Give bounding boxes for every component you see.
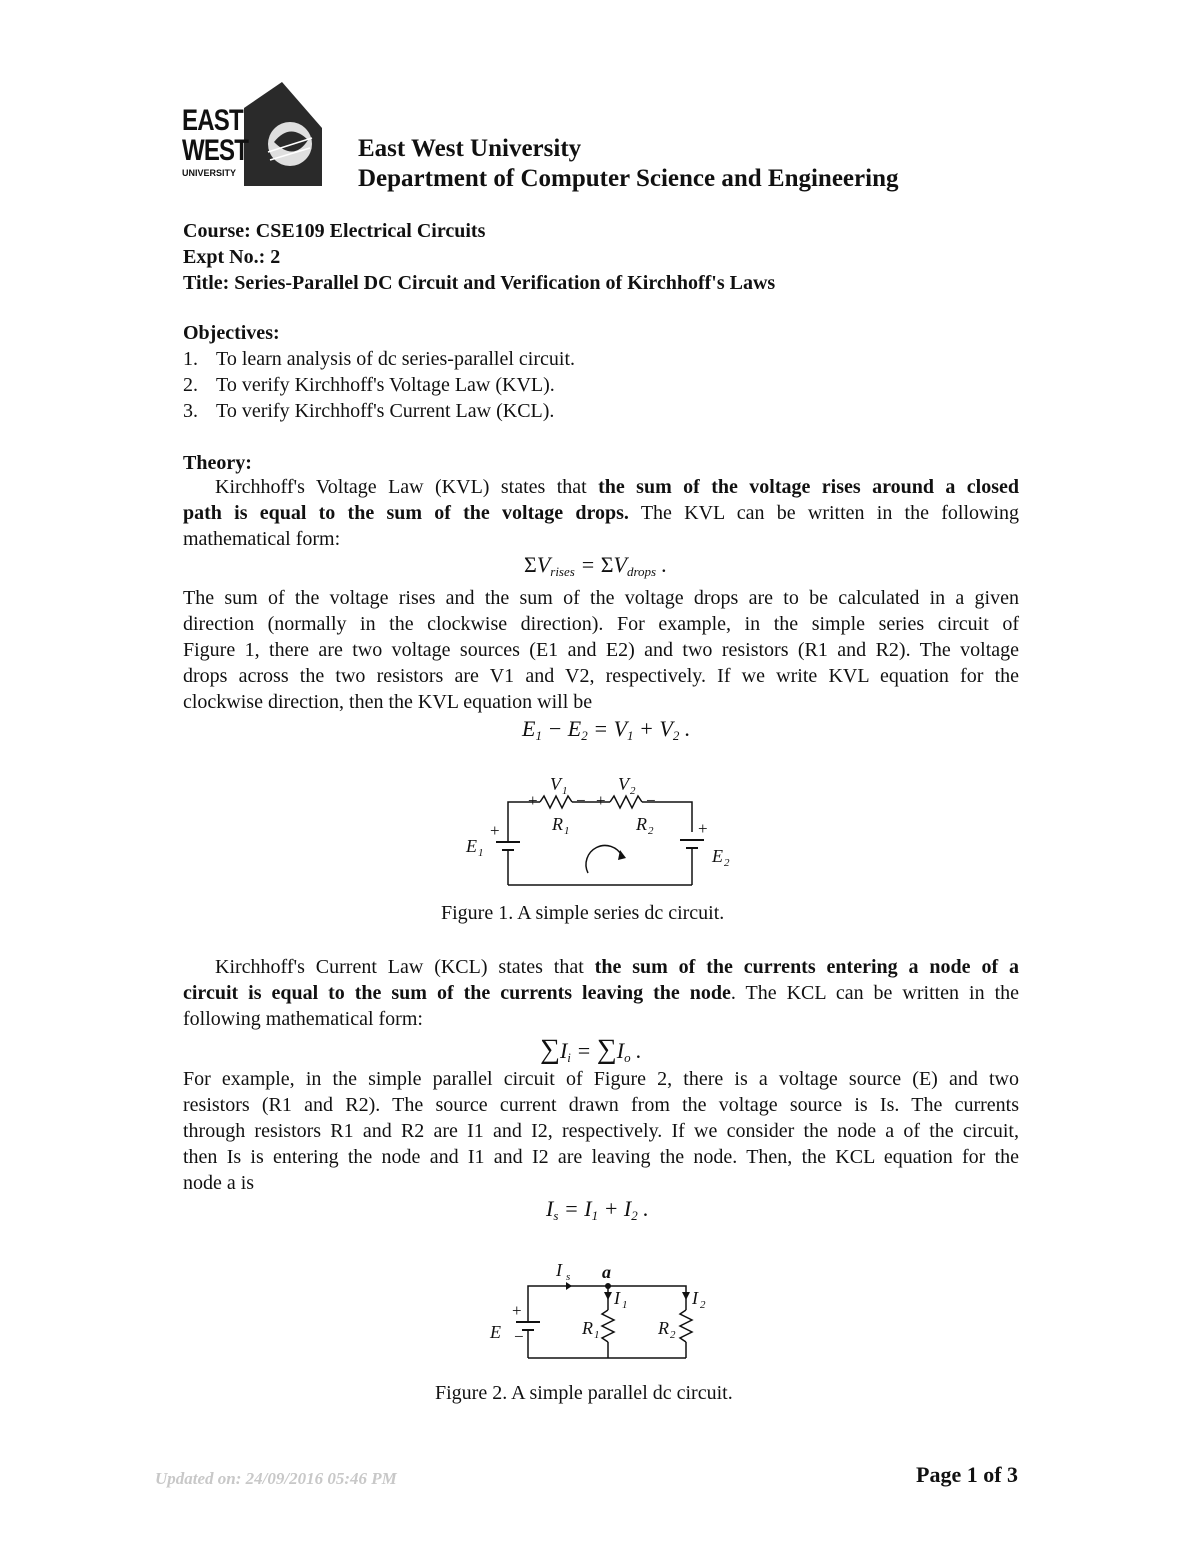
kcl-text: following mathematical form: <box>183 1008 423 1030</box>
kcl-bold-text: circuit is equal to the sum of the currents leaving the node <box>183 982 731 1004</box>
kvl-line: direction (normally in the clockwise direction). For example, in the simple series circuit of <box>183 613 1019 635</box>
kcl-paragraph-2 <box>183 1066 1019 1196</box>
parallel-circuit-diagram <box>486 1258 716 1376</box>
figure-2-caption: Figure 2. A simple parallel dc circuit. <box>435 1382 733 1404</box>
kcl-line: through resistors R1 and R2 are I1 and I2, respectively. If we consider the node a of the circuit, <box>183 1120 1019 1142</box>
e2-label: E <box>712 846 723 866</box>
svg-text:1: 1 <box>564 825 570 837</box>
r1-label: R <box>552 814 563 834</box>
kvl-line: The sum of the voltage rises and the sum of the voltage drops are to be calculated in a given <box>183 587 1019 609</box>
objective-item <box>183 346 576 372</box>
kvl-line: clockwise direction, then the KVL equation will be <box>183 691 593 713</box>
kcl-text: Kirchhoff's Current Law (KCL) states that <box>215 956 584 978</box>
updated-timestamp: Updated on: 24/09/2016 05:46 PM <box>155 1469 397 1488</box>
objective-number: 3. <box>183 400 198 422</box>
plus-sign: + <box>698 819 708 838</box>
theory-heading: Theory: <box>183 452 252 474</box>
r2-label: R <box>658 1318 669 1338</box>
is-label: I <box>556 1260 562 1280</box>
logo-text-east: EAST <box>182 104 243 137</box>
kcl-paragraph <box>183 954 1019 1032</box>
objective-item <box>183 398 555 424</box>
svg-text:1: 1 <box>622 1299 628 1311</box>
objectives-heading: Objectives: <box>183 322 280 344</box>
minus-sign: − <box>514 1327 524 1346</box>
kvl-equation-2: $E_1 - E_2 = V_1 + V_2$ . <box>522 716 691 743</box>
plus-sign: + <box>512 1301 522 1320</box>
kcl-equation-2: $I_s = I_1 + I_2$ . <box>546 1196 649 1223</box>
objective-text: To verify Kirchhoff's Current Law (KCL). <box>216 400 555 422</box>
kvl-bold-text: path is equal to the sum of the voltage drops. <box>183 502 629 524</box>
v1-label: V <box>550 774 561 794</box>
kvl-line: drops across the two resistors are V1 and V2, respectively. If we write KVL equation for the <box>183 665 1019 687</box>
i2-label: I <box>692 1288 698 1308</box>
svg-text:2: 2 <box>670 1329 676 1341</box>
title-line: Title: Series-Parallel DC Circuit and Verification of Kirchhoff's Laws <box>183 272 776 294</box>
kvl-equation: $\Sigma V_{rises} = \Sigma V_{drops}$ . <box>524 552 668 579</box>
objective-item <box>183 372 555 398</box>
plus-sign: + <box>528 791 538 810</box>
figure-2-parallel-circuit <box>486 1258 716 1376</box>
kvl-paragraph <box>183 474 1019 552</box>
kvl-bold-text: the sum of the voltage rises around a closed <box>598 476 1020 498</box>
objective-text: To verify Kirchhoff's Voltage Law (KVL). <box>216 374 555 396</box>
svg-text:2: 2 <box>630 785 636 797</box>
kvl-text: mathematical form: <box>183 528 341 550</box>
plus-sign: + <box>596 791 606 810</box>
kcl-equation: $\sum I_i = \sum I_o$ . <box>540 1034 642 1065</box>
svg-text:1: 1 <box>594 1329 600 1341</box>
course-line: Course: CSE109 Electrical Circuits <box>183 220 486 242</box>
logo-text-university: UNIVERSITY <box>182 168 237 178</box>
department-name: Department of Computer Science and Engineering <box>358 165 899 192</box>
kcl-line: For example, in the simple parallel circuit of Figure 2, there is a voltage source (E) and two <box>183 1068 1019 1090</box>
kvl-paragraph-2 <box>183 585 1019 715</box>
svg-text:1: 1 <box>478 847 484 859</box>
kcl-line: resistors (R1 and R2). The source current drawn from the voltage source is Is. The currents <box>183 1094 1019 1116</box>
objective-number: 1. <box>183 348 198 370</box>
svg-text:2: 2 <box>648 825 654 837</box>
kvl-text: The KVL can be written in the following <box>640 502 1020 524</box>
kcl-line: node a is <box>183 1172 255 1194</box>
svg-text:s: s <box>566 1271 571 1283</box>
kvl-line: Figure 1, there are two voltage sources (E1 and E2) and two resistors (R1 and R2). The voltage <box>183 639 1019 661</box>
objective-number: 2. <box>183 374 198 396</box>
logo-text-west: WEST <box>182 134 249 167</box>
plus-sign: + <box>490 821 500 840</box>
svg-text:2: 2 <box>724 857 730 869</box>
r2-label: R <box>636 814 647 834</box>
expt-line: Expt No.: 2 <box>183 246 281 268</box>
e-label: E <box>490 1322 501 1342</box>
figure-1-caption: Figure 1. A simple series dc circuit. <box>441 902 725 924</box>
kcl-bold-text: the sum of the currents entering a node of a <box>594 956 1019 978</box>
kcl-text: . The KCL can be written in the <box>730 982 1020 1004</box>
page-number: Page 1 of 3 <box>916 1462 1019 1487</box>
v2-label: V <box>618 774 629 794</box>
svg-text:2: 2 <box>700 1299 706 1311</box>
kvl-text: Kirchhoff's Voltage Law (KVL) states that <box>215 476 587 498</box>
r1-label: R <box>582 1318 593 1338</box>
minus-sign: − <box>576 791 586 810</box>
figure-1-series-circuit <box>460 770 750 900</box>
kcl-line: then Is is entering the node and I1 and I2 are leaving the node. Then, the KCL equation for the <box>183 1146 1019 1168</box>
e1-label: E <box>466 836 477 856</box>
node-a-label: a <box>602 1262 611 1282</box>
minus-sign: − <box>646 791 656 810</box>
i1-label: I <box>614 1288 620 1308</box>
objective-text: To learn analysis of dc series-parallel circuit. <box>216 348 576 370</box>
university-name: East West University <box>358 135 582 162</box>
svg-text:1: 1 <box>562 785 568 797</box>
series-circuit-diagram <box>460 770 750 900</box>
